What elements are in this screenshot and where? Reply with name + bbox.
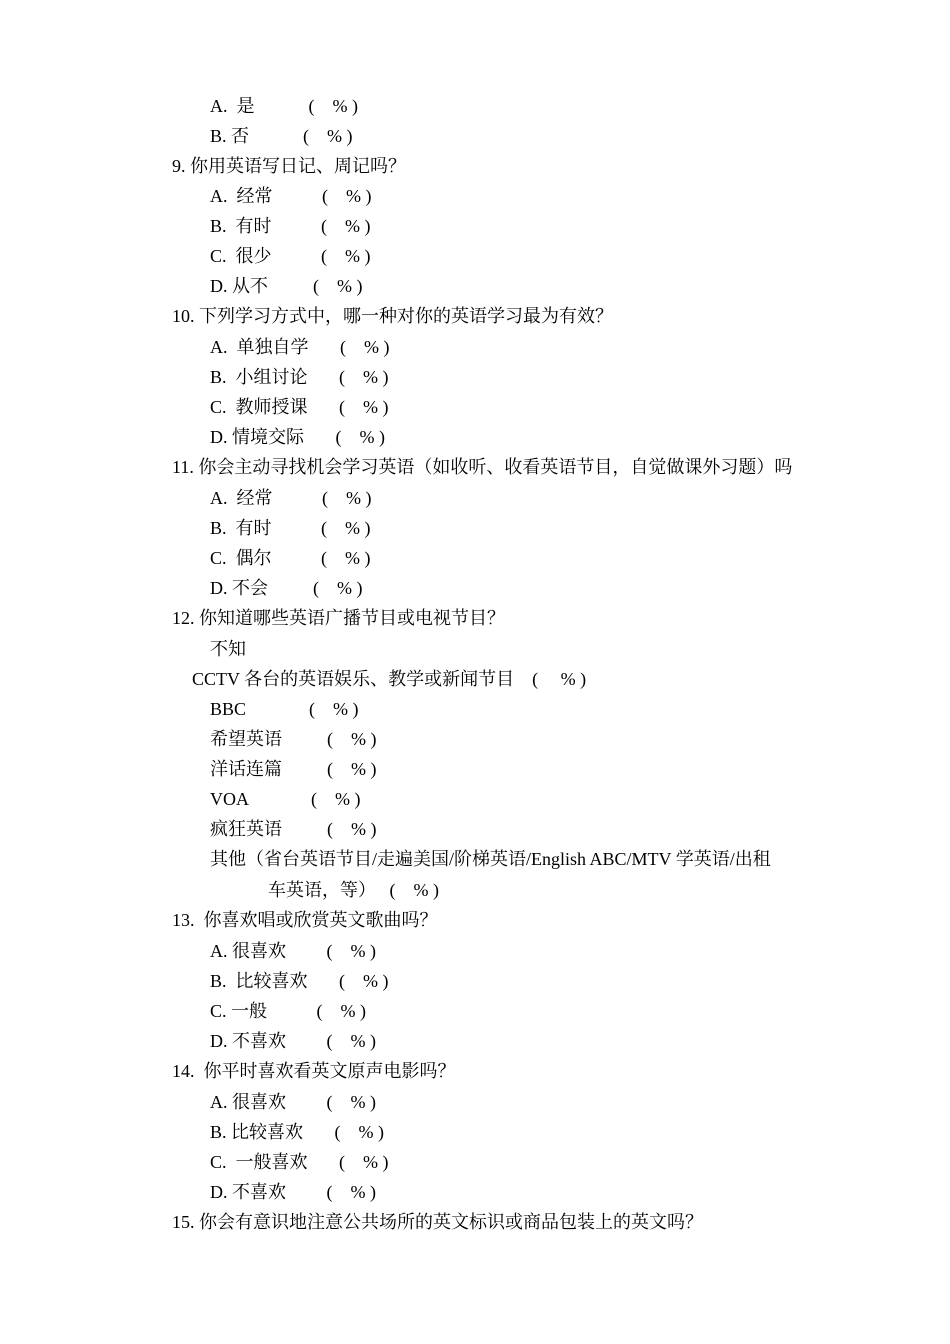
option-line: B. 有时 ( % ) xyxy=(210,518,371,538)
option-line: A. 很喜欢 ( % ) xyxy=(210,941,376,961)
option-line: B. 比较喜欢 ( % ) xyxy=(210,971,389,991)
option-line: A. 单独自学 ( % ) xyxy=(210,337,390,357)
option-line: D. 从不 ( % ) xyxy=(210,276,363,296)
option-line: D. 不喜欢 ( % ) xyxy=(210,1182,376,1202)
option-line: CCTV 各台的英语娱乐、教学或新闻节目 ( % ) xyxy=(192,669,587,689)
option-line: B. 比较喜欢 ( % ) xyxy=(210,1122,384,1142)
question-line: 15. 你会有意识地注意公共场所的英文标识或商品包装上的英文吗？ xyxy=(172,1212,703,1232)
option-line: 其他（省台英语节目/走遍美国/阶梯英语/English ABC/MTV 学英语/出租 xyxy=(210,849,771,869)
option-line: BBC ( % ) xyxy=(210,699,359,719)
question-line: 13. 你喜欢唱或欣赏英文歌曲吗？ xyxy=(172,910,438,930)
option-line: C. 偶尔 ( % ) xyxy=(210,548,371,568)
option-line: B. 小组讨论 ( % ) xyxy=(210,367,389,387)
option-line: D. 不会 ( % ) xyxy=(210,578,363,598)
option-line: C. 很少 ( % ) xyxy=(210,246,371,266)
option-line: 希望英语 ( % ) xyxy=(210,729,377,749)
option-line: B. 有时 ( % ) xyxy=(210,216,371,236)
question-line: 9. 你用英语写日记、周记吗？ xyxy=(172,156,406,176)
option-line: A. 很喜欢 ( % ) xyxy=(210,1092,376,1112)
option-line: C. 一般喜欢 ( % ) xyxy=(210,1152,389,1172)
option-line: A. 经常 ( % ) xyxy=(210,488,372,508)
option-line: 洋话连篇 ( % ) xyxy=(210,759,377,779)
option-line-continuation: 车英语，等） ( % ) xyxy=(268,880,439,900)
question-line: 12. 你知道哪些英语广播节目或电视节目？ xyxy=(172,608,505,628)
option-line: 不知 xyxy=(210,639,246,659)
question-line: 14. 你平时喜欢看英文原声电影吗？ xyxy=(172,1061,456,1081)
option-line: A. 是 ( % ) xyxy=(210,96,358,116)
option-line: D. 情境交际 ( % ) xyxy=(210,427,385,447)
question-line: 11. 你会主动寻找机会学习英语（如收听、收看英语节目，自觉做课外习题）吗 xyxy=(172,457,793,477)
option-line: C. 教师授课 ( % ) xyxy=(210,397,389,417)
option-line: C. 一般 ( % ) xyxy=(210,1001,366,1021)
question-line: 10. 下列学习方式中，哪一种对你的英语学习最为有效？ xyxy=(172,306,613,326)
option-line: VOA ( % ) xyxy=(210,789,361,809)
option-line: B. 否 ( % ) xyxy=(210,126,353,146)
option-line: D. 不喜欢 ( % ) xyxy=(210,1031,376,1051)
option-line: A. 经常 ( % ) xyxy=(210,186,372,206)
option-line: 疯狂英语 ( % ) xyxy=(210,819,377,839)
